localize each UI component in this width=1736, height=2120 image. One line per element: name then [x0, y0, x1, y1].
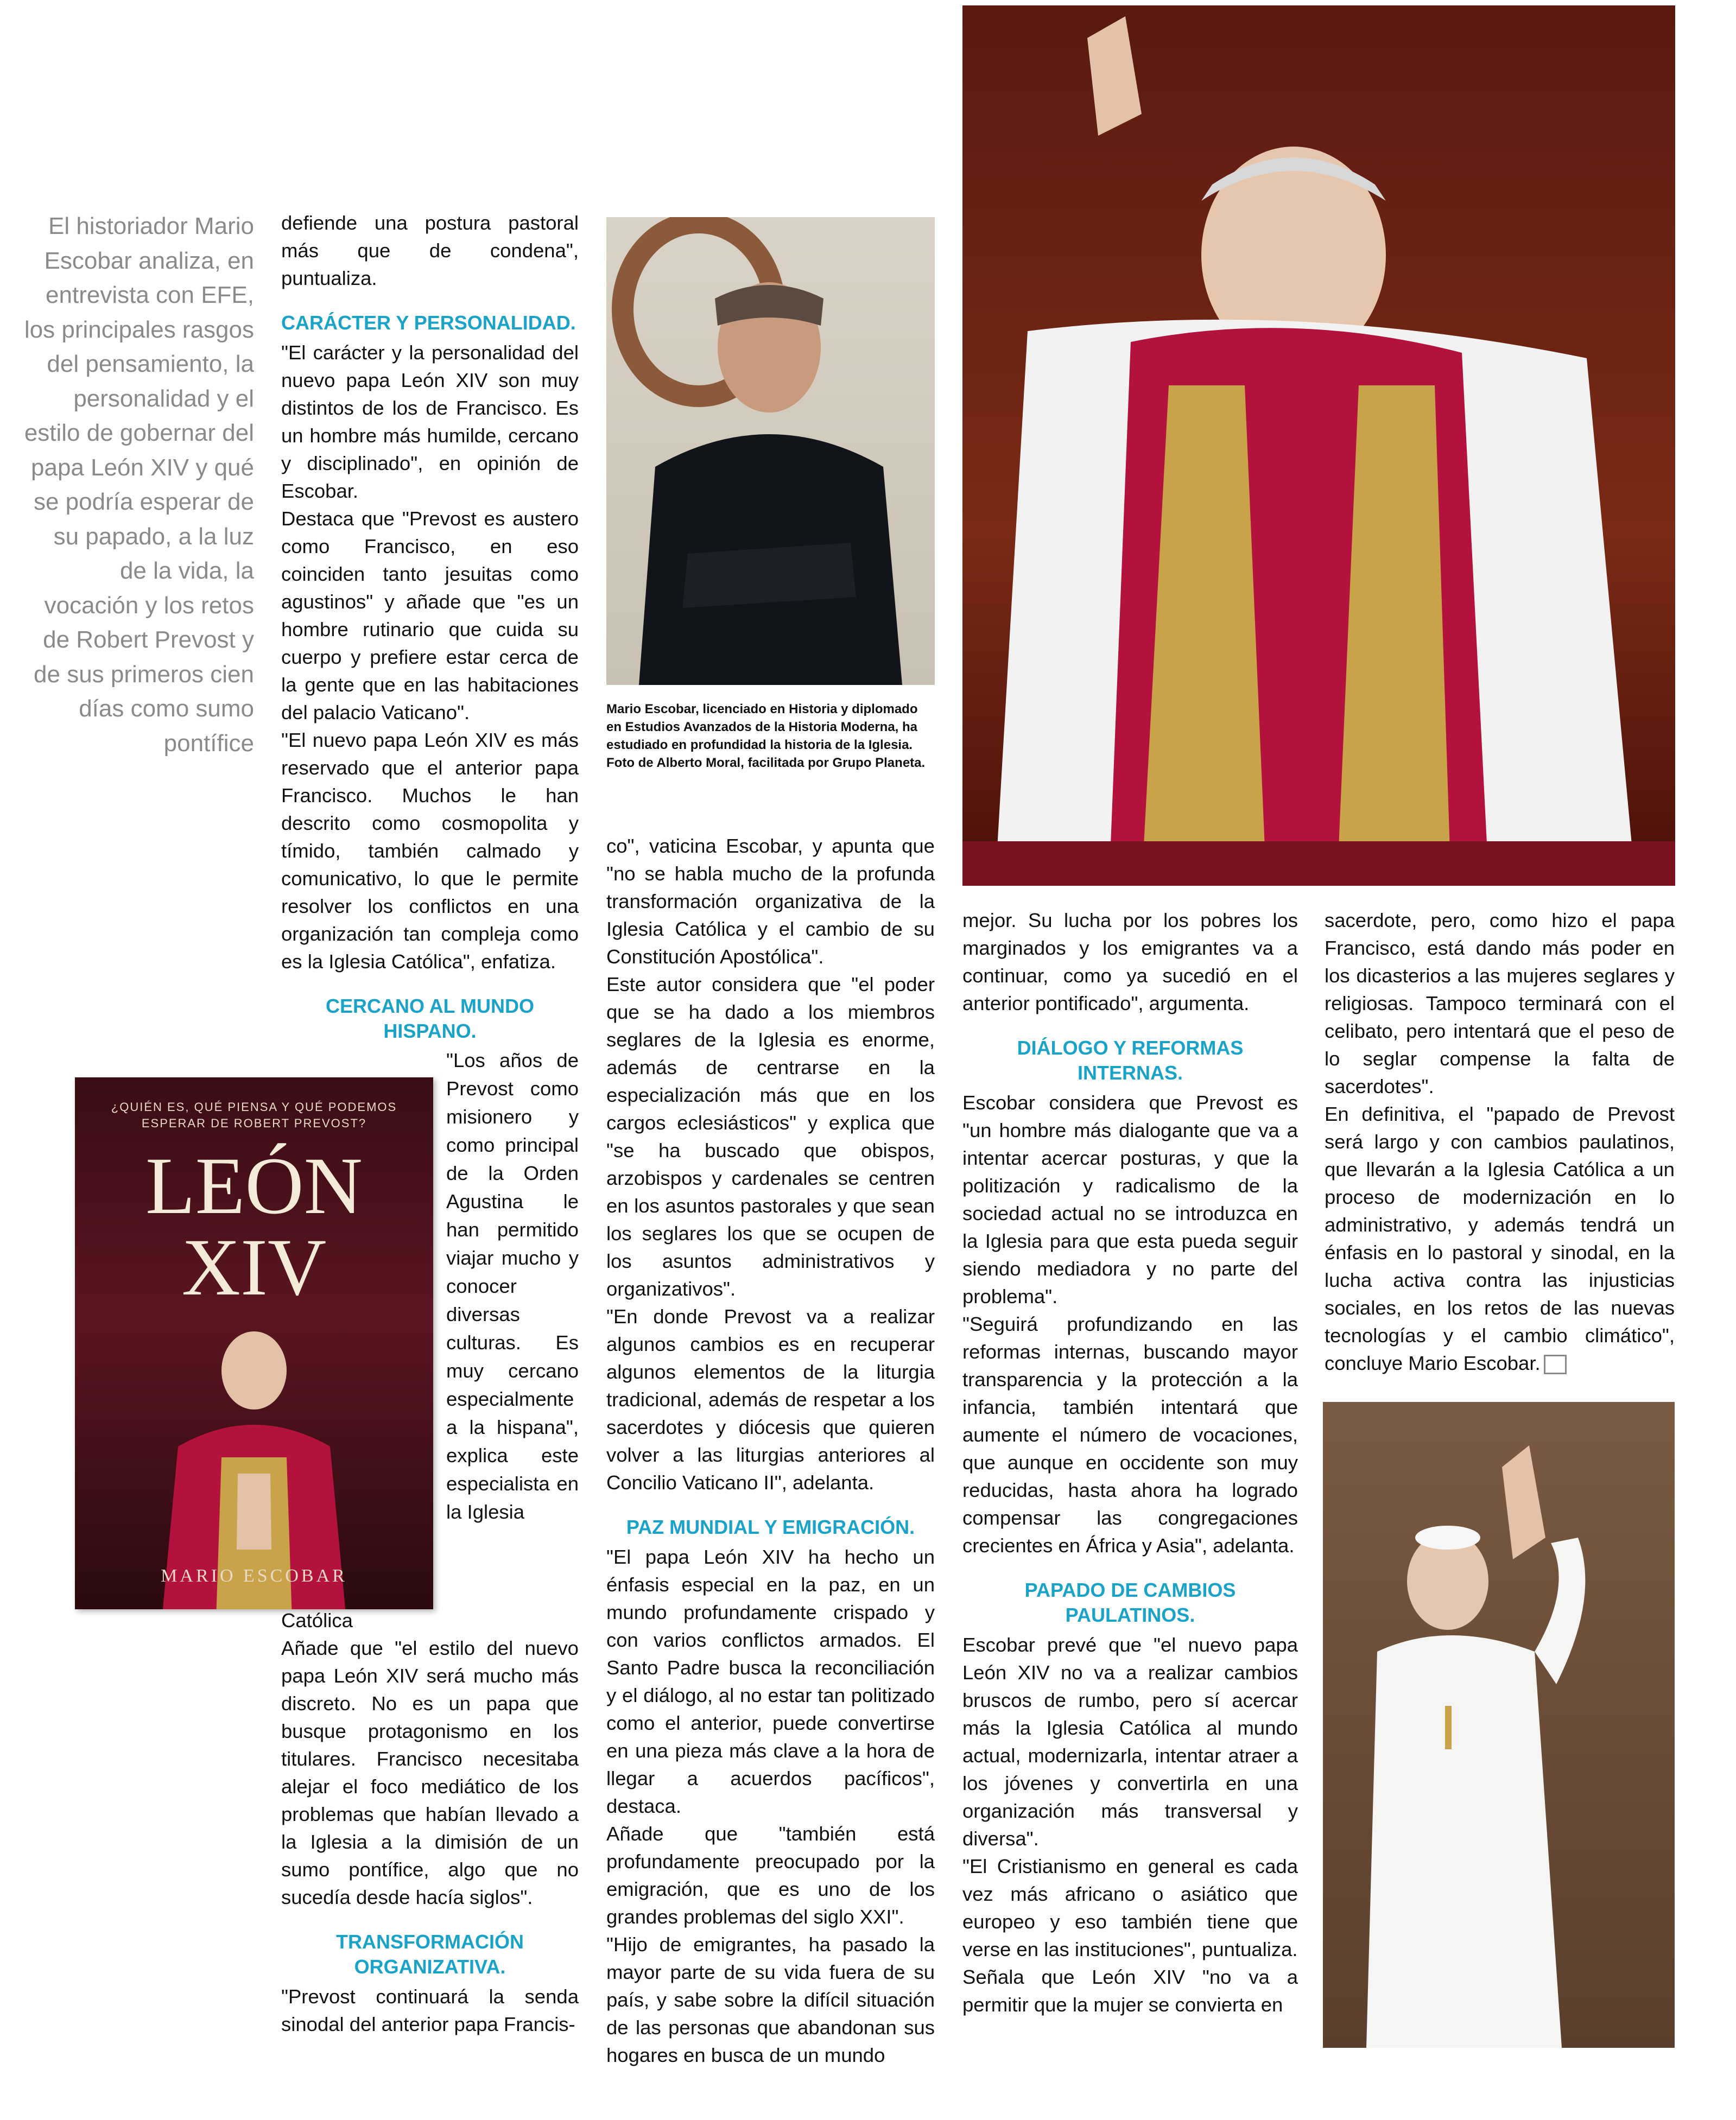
column-2	[606, 832, 935, 2069]
book-author: MARIO ESCOBAR	[161, 1566, 347, 1586]
column-3	[962, 906, 1298, 2019]
col4-paragraph-text: En definitiva, el "papado de Prevost será largo y con cambios paulatinos, que llevarán a la Iglesia Católica a un proceso de modernización en lo administrativo, y además tendrá un énfasis en lo pastoral y sinodal, en la lucha activa contra las injusticias sociales, en los retos de las nuevas tecnologías y el cambio climático", concluye Mario Escobar.	[1325, 1103, 1675, 1374]
escobar-portrait-icon	[606, 217, 935, 685]
col3-paragraph: Señala que León XIV "no va a permitir que la mujer se convierta en	[962, 1966, 1298, 2016]
escobar-portrait-image	[606, 217, 935, 685]
col1-paragraph: "El nuevo papa León XIV es más reservado que el anterior papa Francisco. Muchos le han descrito como cosmopolita y tímido, también calmado y comunicativo, lo que le permite resolver los conflictos en una organización tan compleja como es la Iglesia Católica", enfatiza.	[281, 729, 579, 973]
section-heading: CERCANO AL MUNDO HISPANO.	[326, 995, 534, 1042]
col1-paragraph: "Prevost continuará la senda sinodal del anterior papa Francis-	[281, 1985, 579, 2035]
section-heading: CARÁCTER Y PERSONALIDAD.	[281, 312, 576, 334]
col3-paragraph: "Seguirá profundizando en las reformas internas, buscando mayor transparencia y la protección a la infancia, también intentará que aumente el número de vocaciones, que aunque en occidente son muy reducidas, hasta ahora ha logrado compensar las congregaciones crecientes en África y Asia", adelanta.	[962, 1313, 1298, 1557]
col1-paragraph: Católica	[281, 1609, 353, 1632]
book-pope-figure-icon	[75, 1294, 433, 1609]
book-title-2: XIV	[181, 1222, 327, 1312]
section-heading: TRANSFORMACIÓN ORGANIZATIVA.	[336, 1931, 524, 1978]
col2-paragraph: Este autor considera que "el poder que se ha dado a los miembros seglares de la Iglesia es enorme, además de centrarse en la especialización más que en los cargos eclesiásticos" y explica que "se ha buscado que obispos, arzobispos y cardenales se centren en los asuntos pastorales y que sean los seglares los que se ocupen de los asuntos administrativos y organizativos".	[606, 973, 935, 1300]
col2-paragraph: "El papa León XIV ha hecho un énfasis especial en la paz, en un mundo profundamente crispado y con varios conflictos armados. El Santo Padre busca la reconciliación y el diálogo, al no estar tan politizado como el anterior, puede convertirse en una pieza más clave a la hora de llegar a acuerdos pacíficos", destaca.	[606, 1546, 935, 1817]
col1-paragraph: Destaca que "Prevost es austero como Francisco, en eso coinciden tanto jesuitas como agustinos" y añade que "es un hombre rutinario que cuida su cuerpo y prefiere estar cerca de la gente que en las habitaciones del palacio Vaticano".	[281, 507, 579, 723]
section-heading: PAPADO DE CAMBIOS PAULATINOS.	[1024, 1579, 1236, 1626]
column-4	[1325, 906, 1675, 1377]
col4-paragraph: sacerdote, pero, como hizo el papa Francisco, está dando más poder en los dicasterios a las mujeres seglares y religiosas. Tampoco terminará con el celibato, pero intentará que el peso de lo seglar compense la falta de sacerdotes".	[1325, 909, 1675, 1097]
end-mark-icon	[1544, 1355, 1567, 1374]
col3-paragraph: mejor. Su lucha por los pobres los marginados y los emigrantes va a continuar, como ya sucedió en el anterior pontificado", argumenta.	[962, 909, 1298, 1014]
col3-paragraph: Escobar prevé que "el nuevo papa León XIV no va a realizar cambios bruscos de rumbo, pero sí acercar más la Iglesia Católica al mundo actual, modernizarla, intentar atraer a los jóvenes y convertirla en una organización más transversal y diversa".	[962, 1634, 1298, 1850]
col2-paragraph: Añade que "también está profundamente preocupado por la emigración, que es uno de los grandes problemas del siglo XXI".	[606, 1823, 935, 1928]
col3-paragraph: Escobar considera que Prevost es "un hombre más dialogante que va a intentar acercar posturas, y que la politización y radicalismo de la sociedad actual no se introduzca en la Iglesia para que esta pueda seguir siendo mediadora y no parte del problema".	[962, 1091, 1298, 1307]
pope-white-cassock-icon	[1323, 1402, 1675, 2048]
col1-paragraph: defiende una postura pastoral más que de condena", puntualiza.	[281, 212, 579, 289]
column-1-lower	[281, 1607, 579, 2038]
column-1	[281, 209, 579, 1047]
col3-paragraph: "El Cristianismo en general es cada vez más africano o asiático que europeo y eso también tiene que verse en las instituciones", puntualiza.	[962, 1855, 1298, 1960]
col2-paragraph: "Hijo de emigrantes, ha pasado la mayor parte de su vida fuera de su país, y sabe sobre la difícil situación de las personas que abandonan sus hogares en busca de un mundo	[606, 1933, 935, 2066]
book-tagline: ¿QUIÉN ES, QUÉ PIENSA Y QUÉ PODEMOS ESPERAR DE ROBERT PREVOST?	[111, 1100, 397, 1130]
book-title-1: LEÓN	[145, 1141, 363, 1231]
col2-paragraph: co", vaticina Escobar, y apunta que "no se habla mucho de la profunda transformación organizativa de la Iglesia Católica y el cambio de su Constitución Apostólica".	[606, 835, 935, 968]
col1-paragraph: "El carácter y la personalidad del nuevo papa León XIV son muy distintos de los de Francisco. Es un hombre más humilde, cercano y disciplinado", en opinión de Escobar.	[281, 341, 579, 502]
section-heading: DIÁLOGO Y REFORMAS INTERNAS.	[1017, 1037, 1244, 1084]
book-cover-image	[75, 1077, 433, 1609]
col1-paragraph: "Los años de Prevost como misionero y como principal de la Orden Agustina le han permitido viajar mucho y conocer diversas culturas. Es muy cercano especialmente a la hispana", explica este especialista en la Iglesia	[446, 1049, 579, 1523]
col2-paragraph: "En donde Prevost va a realizar algunos cambios es en recuperar algunos elementos de la liturgia tradicional, además de respetar a los sacerdotes y diócesis que quieren volver a las liturgias anteriores al Concilio Vaticano II", adelanta.	[606, 1305, 935, 1494]
section-heading: PAZ MUNDIAL Y EMIGRACIÓN.	[626, 1516, 915, 1538]
photo-caption: Mario Escobar, licenciado en Historia y diplomado en Estudios Avanzados de la Historia Moderna, ha estudiado en profundidad la historia de la Iglesia. Foto de Alberto Moral, facilitada por Grupo Planeta.	[606, 702, 926, 770]
pope-balcony-icon	[962, 5, 1675, 886]
lead-paragraph: El historiador Mario Escobar analiza, en entrevista con EFE, los principales rasgos del pensamiento, la personalidad y el estilo de gobernar del papa León XIV y qué se podría esperar de su papado, a la luz de la vida, la vocación y los retos de Robert Prevost y de sus primeros cien días como sumo pontífice	[24, 213, 254, 757]
column-1-wrap	[446, 1046, 579, 1526]
pope-white-cassock-image	[1323, 1402, 1675, 2048]
pope-balcony-image	[962, 5, 1675, 886]
col4-paragraph	[1325, 1100, 1675, 1377]
col1-paragraph: Añade que "el estilo del nuevo papa León XIV será mucho más discreto. No es un papa que busque protagonismo en los titulares. Francisco necesitaba alejar el foco mediático de los problemas que habían llevado a la Iglesia a la dimisión de un sumo pontífice, algo que no sucedía desde hacía siglos".	[281, 1637, 579, 1908]
